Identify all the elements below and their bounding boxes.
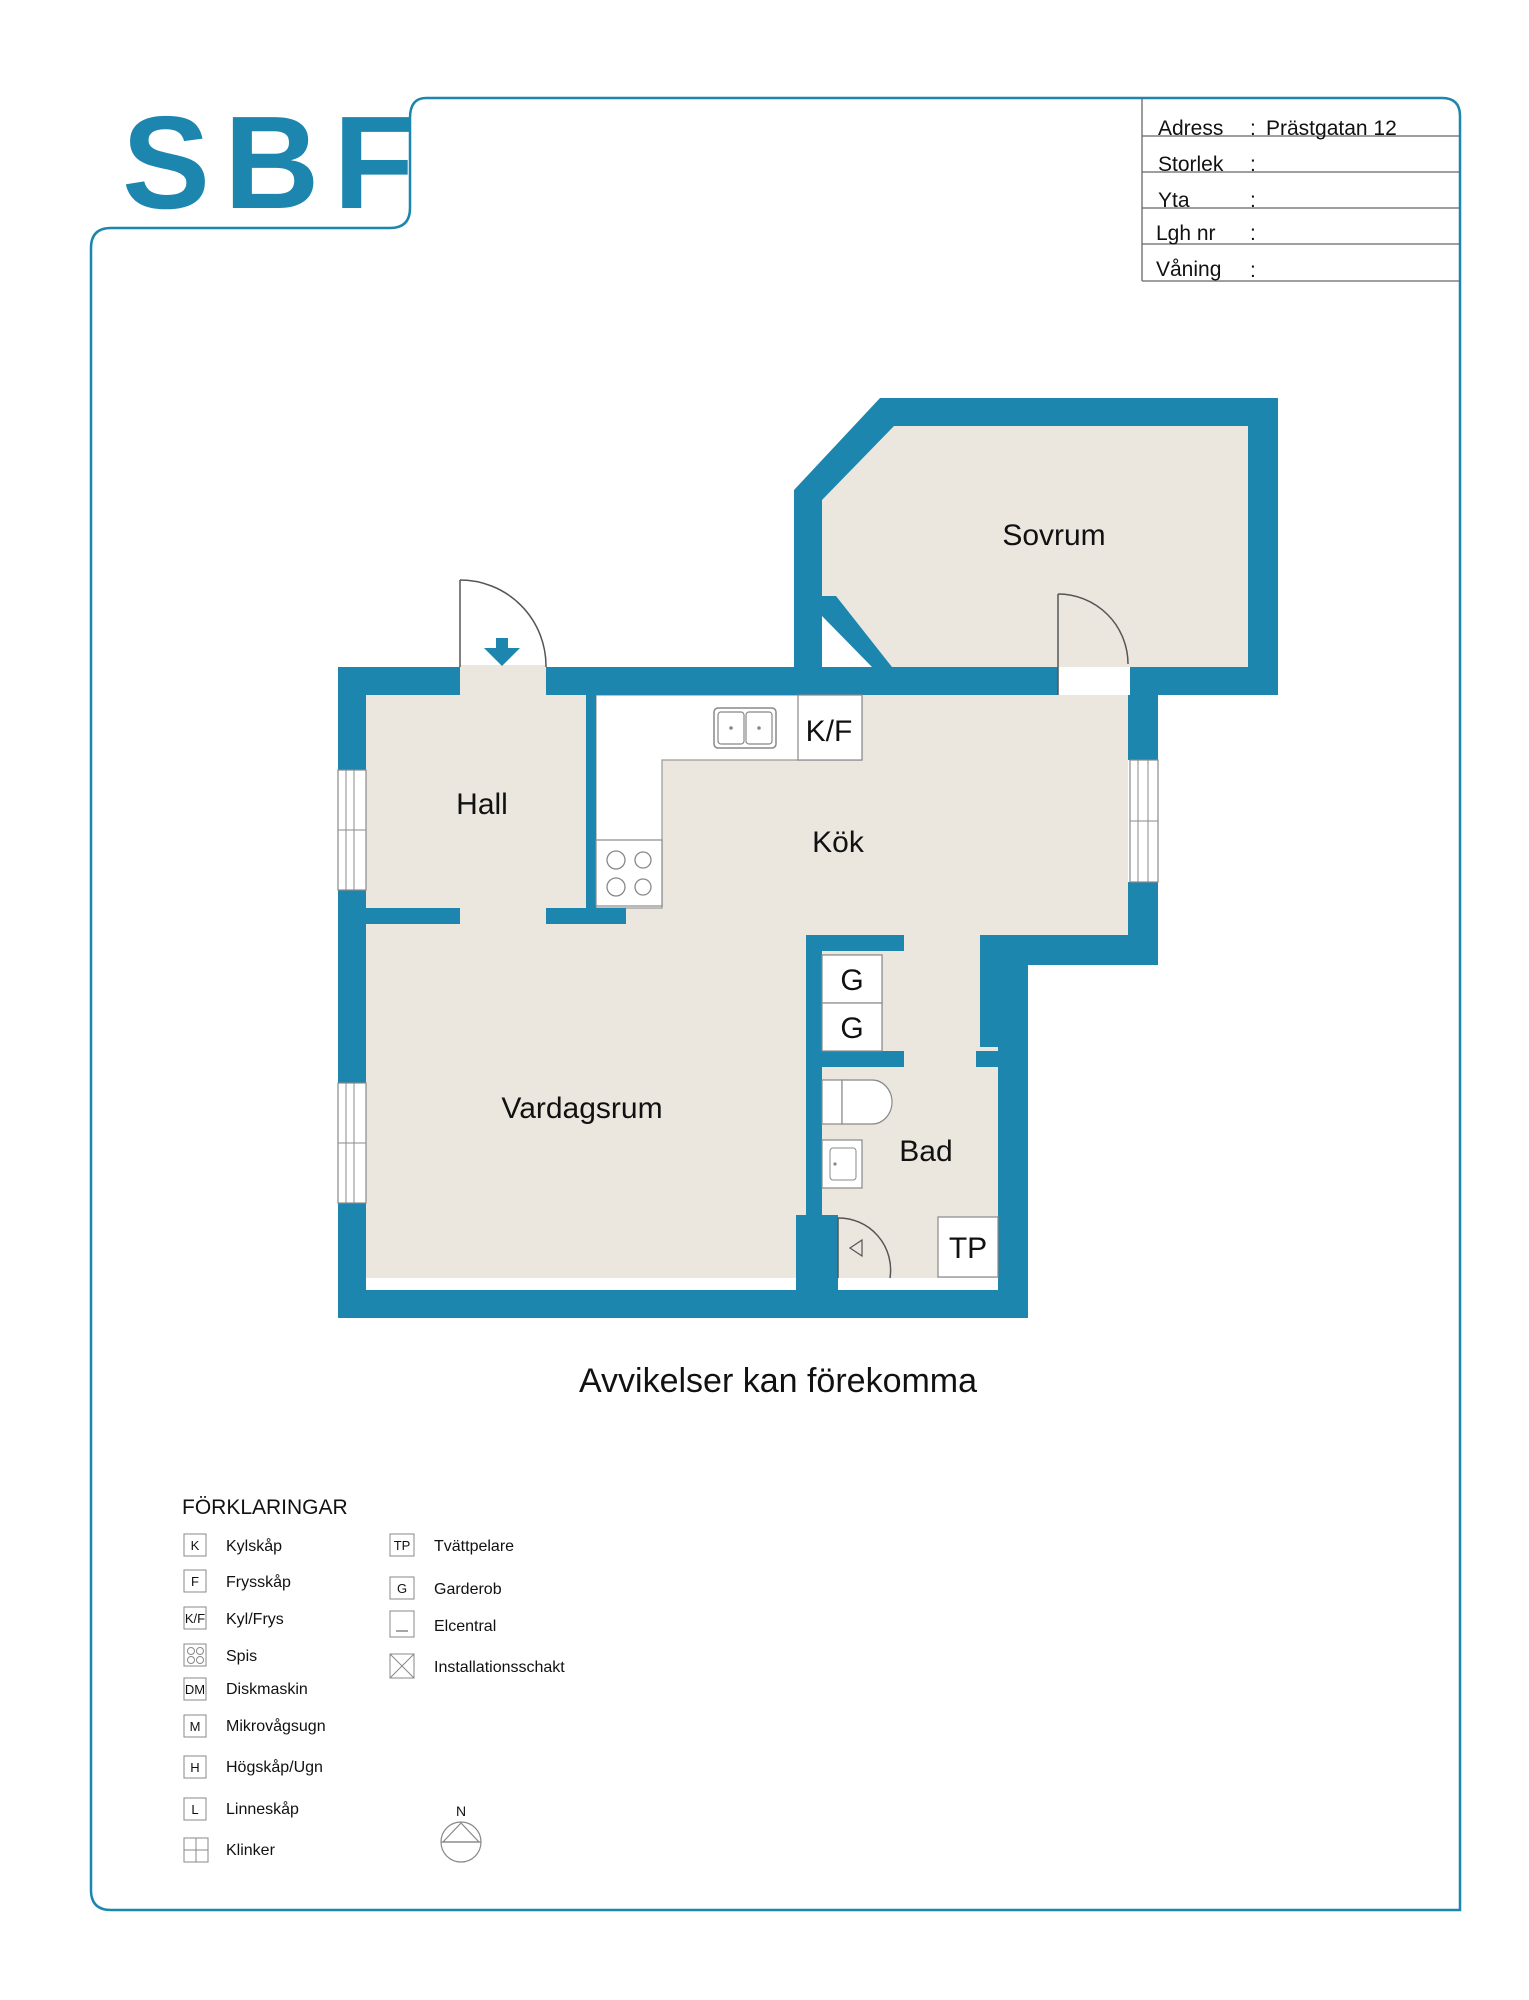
info-label-yta: Yta — [1158, 189, 1190, 212]
info-label-lgh-nr: Lgh nr — [1156, 222, 1216, 245]
legend-label-mikrovagsugn: Mikrovågsugn — [226, 1718, 326, 1735]
legend-label-garderob: Garderob — [434, 1581, 502, 1598]
info-colon: : — [1250, 222, 1256, 245]
info-colon: : — [1250, 117, 1256, 140]
info-label-vaning: Våning — [1156, 258, 1222, 281]
window-kitchen — [1130, 760, 1158, 882]
sink-icon — [714, 708, 776, 748]
room-label-hall: Hall — [456, 788, 508, 821]
legend-label-tvattpelare: Tvättpelare — [434, 1538, 515, 1555]
info-label-storlek: Storlek — [1158, 153, 1224, 176]
info-colon: : — [1250, 189, 1256, 212]
fridge-freezer-label: K/F — [805, 715, 853, 748]
room-label-kok: Kök — [812, 826, 864, 859]
legend-code-g: G — [396, 1581, 408, 1596]
legend — [182, 1496, 565, 1862]
legend-code-m: M — [189, 1719, 201, 1734]
legend-label-frysskap: Frysskåp — [226, 1574, 291, 1591]
info-table — [1142, 98, 1460, 282]
info-colon: : — [1250, 153, 1256, 176]
legend-code-tp: TP — [393, 1538, 411, 1553]
info-value-adress: Prästgatan 12 — [1266, 117, 1397, 140]
info-label-adress: Adress — [1158, 117, 1224, 140]
info-colon: : — [1250, 259, 1256, 282]
legend-code-l: L — [191, 1802, 199, 1817]
legend-label-installationsschakt: Installationsschakt — [434, 1659, 565, 1676]
legend-code-h: H — [190, 1760, 200, 1775]
legend-label-klinker: Klinker — [226, 1842, 275, 1859]
window-living — [338, 1083, 366, 1203]
room-label-sovrum: Sovrum — [1002, 519, 1106, 552]
room-label-bad: Bad — [899, 1135, 953, 1168]
legend-label-hogskap-ugn: Högskåp/Ugn — [226, 1759, 323, 1776]
room-label-vardagsrum: Vardagsrum — [501, 1092, 663, 1125]
legend-code-k: K — [190, 1538, 200, 1553]
wardrobe-1-label: G — [840, 964, 864, 997]
stove-icon — [184, 1644, 206, 1666]
legend-title: FÖRKLARINGAR — [182, 1496, 348, 1519]
legend-label-diskmaskin: Diskmaskin — [226, 1681, 308, 1698]
window-hall — [338, 770, 366, 890]
floor-entry-step — [460, 665, 546, 697]
disclaimer-note: Avvikelser kan förekomma — [578, 1362, 978, 1400]
legend-label-kylskap: Kylskåp — [226, 1538, 283, 1555]
washer-tower-label: TP — [948, 1232, 988, 1265]
legend-code-kf: K/F — [184, 1611, 206, 1626]
floor-plan — [338, 398, 1278, 1318]
sbf-logo: SBF — [122, 89, 428, 236]
entrance-arrow-icon — [484, 648, 520, 666]
entry-door — [460, 580, 546, 667]
compass-label: N — [455, 1803, 467, 1819]
washbasin-icon — [822, 1140, 862, 1188]
tile-icon — [184, 1838, 208, 1862]
installation-shaft-icon — [390, 1654, 414, 1678]
legend-label-elcentral: Elcentral — [434, 1618, 497, 1635]
wardrobe-2-label: G — [840, 1012, 864, 1045]
legend-code-f: F — [191, 1574, 199, 1589]
legend-code-dm: DM — [184, 1682, 206, 1697]
stove-icon — [596, 840, 662, 906]
legend-label-spis: Spis — [226, 1648, 258, 1665]
toilet-icon — [822, 1080, 892, 1124]
legend-label-linneskap: Linneskåp — [226, 1801, 299, 1818]
legend-label-kylfrys: Kyl/Frys — [226, 1611, 284, 1628]
north-arrow-icon — [441, 1803, 481, 1862]
electrical-panel-icon — [390, 1611, 414, 1637]
